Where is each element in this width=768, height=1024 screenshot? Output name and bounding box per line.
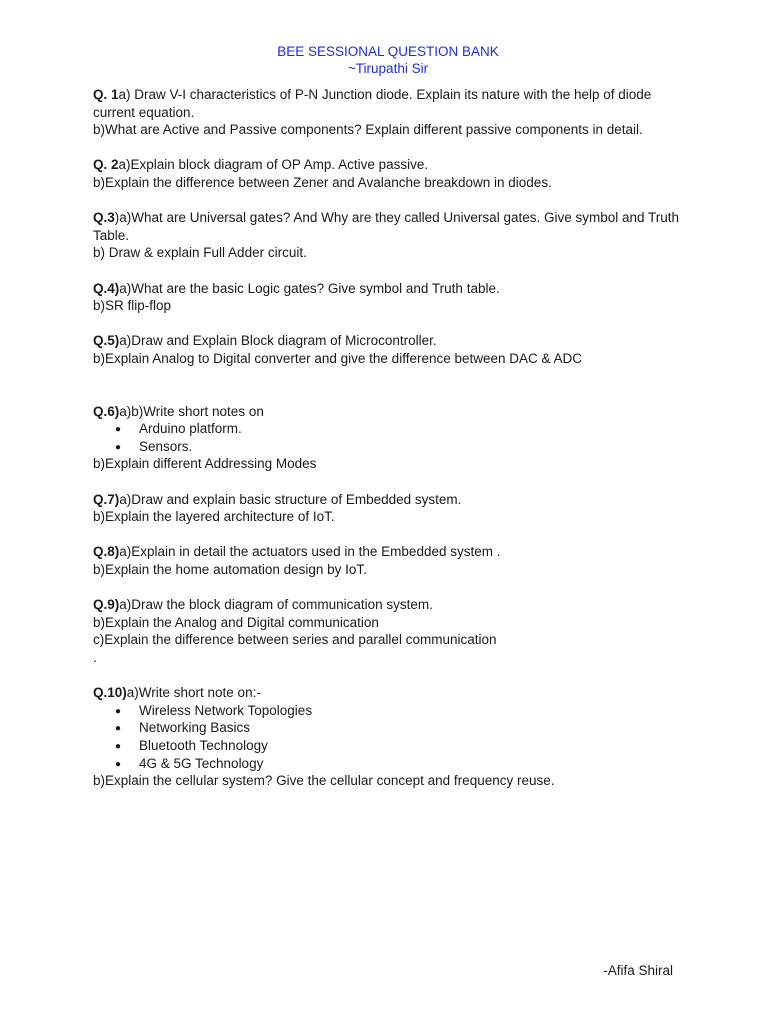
question-part-b: b)Explain different Addressing Modes xyxy=(93,456,317,472)
question-part-b: b)Explain the layered architecture of IoT. xyxy=(93,509,335,525)
question-9 xyxy=(93,596,683,666)
question-number: Q.6) xyxy=(93,403,120,419)
question-part-a: a)What are the basic Logic gates? Give symbol and Truth table. xyxy=(119,280,500,296)
document-header xyxy=(93,43,683,77)
question-part-c: c)Explain the difference between series and parallel communication xyxy=(93,632,497,648)
question-part-a: )a)What are Universal gates? And Why are they called Universal gates. Give symbol and Truth Table. xyxy=(93,210,680,243)
bullet-list xyxy=(93,420,683,455)
list-item: ● Networking Basics xyxy=(93,719,683,737)
question-part-a: a)Explain block diagram of OP Amp. Active passive. xyxy=(118,157,429,173)
document-body xyxy=(93,43,683,790)
stray-period: . xyxy=(93,650,97,665)
question-number: Q.7) xyxy=(93,491,120,507)
question-number: Q.5) xyxy=(93,333,120,349)
question-10 xyxy=(93,684,683,790)
question-part-b: b)What are Active and Passive components? Explain different passive components in detail. xyxy=(93,122,643,138)
question-part-b: b)Explain the home automation design by IoT. xyxy=(93,562,367,578)
question-part-b: b) Draw & explain Full Adder circuit. xyxy=(93,245,307,261)
question-6 xyxy=(93,403,683,473)
list-item: ● Sensors. xyxy=(93,438,683,456)
list-item: ● Arduino platform. xyxy=(93,420,683,438)
question-number: Q.4) xyxy=(93,280,120,296)
question-number: Q. 2 xyxy=(93,157,119,173)
question-number: Q.3 xyxy=(93,210,115,226)
document-author: ~Tirupathi Sir xyxy=(347,61,429,76)
question-4 xyxy=(93,280,683,315)
bullet-list xyxy=(93,702,683,772)
question-part-b: b)SR flip-flop xyxy=(93,298,172,314)
question-part-b: b)Explain the difference between Zener and Avalanche breakdown in diodes. xyxy=(93,174,552,190)
question-part-b: b)Explain the Analog and Digital communication xyxy=(93,614,379,630)
list-item: ● Wireless Network Topologies xyxy=(93,702,683,720)
signature: -Afifa Shiral xyxy=(603,963,673,978)
question-2 xyxy=(93,156,683,191)
list-item: ● Bluetooth Technology xyxy=(93,737,683,755)
question-part-a: a)Write short note on:- xyxy=(126,685,261,701)
question-1 xyxy=(93,86,683,139)
question-number: Q.8) xyxy=(93,544,120,560)
question-number: Q.10) xyxy=(93,685,127,701)
question-part-a: a)Draw and explain basic structure of Embedded system. xyxy=(119,491,462,507)
question-part-b: b)Explain the cellular system? Give the cellular concept and frequency reuse. xyxy=(93,773,555,789)
question-part-a: a)Explain in detail the actuators used in the Embedded system . xyxy=(119,544,501,560)
question-part-a: a) Draw V-I characteristics of P-N Junction diode. Explain its nature with the help of diode current equation. xyxy=(93,87,652,120)
question-number: Q.9) xyxy=(93,597,120,613)
question-5 xyxy=(93,332,683,367)
question-3 xyxy=(93,209,683,262)
question-part-a: a)Draw the block diagram of communication system. xyxy=(119,597,433,613)
document-title: BEE SESSIONAL QUESTION BANK xyxy=(277,44,499,59)
question-number: Q. 1 xyxy=(93,87,119,102)
question-part-b: b)Explain Analog to Digital converter and give the difference between DAC & ADC xyxy=(93,350,583,366)
question-part-a: a)b)Write short notes on xyxy=(119,403,264,419)
question-part-a: a)Draw and Explain Block diagram of Microcontroller. xyxy=(119,333,437,349)
question-8 xyxy=(93,543,683,578)
question-7 xyxy=(93,491,683,526)
list-item: ● 4G & 5G Technology xyxy=(93,755,683,773)
